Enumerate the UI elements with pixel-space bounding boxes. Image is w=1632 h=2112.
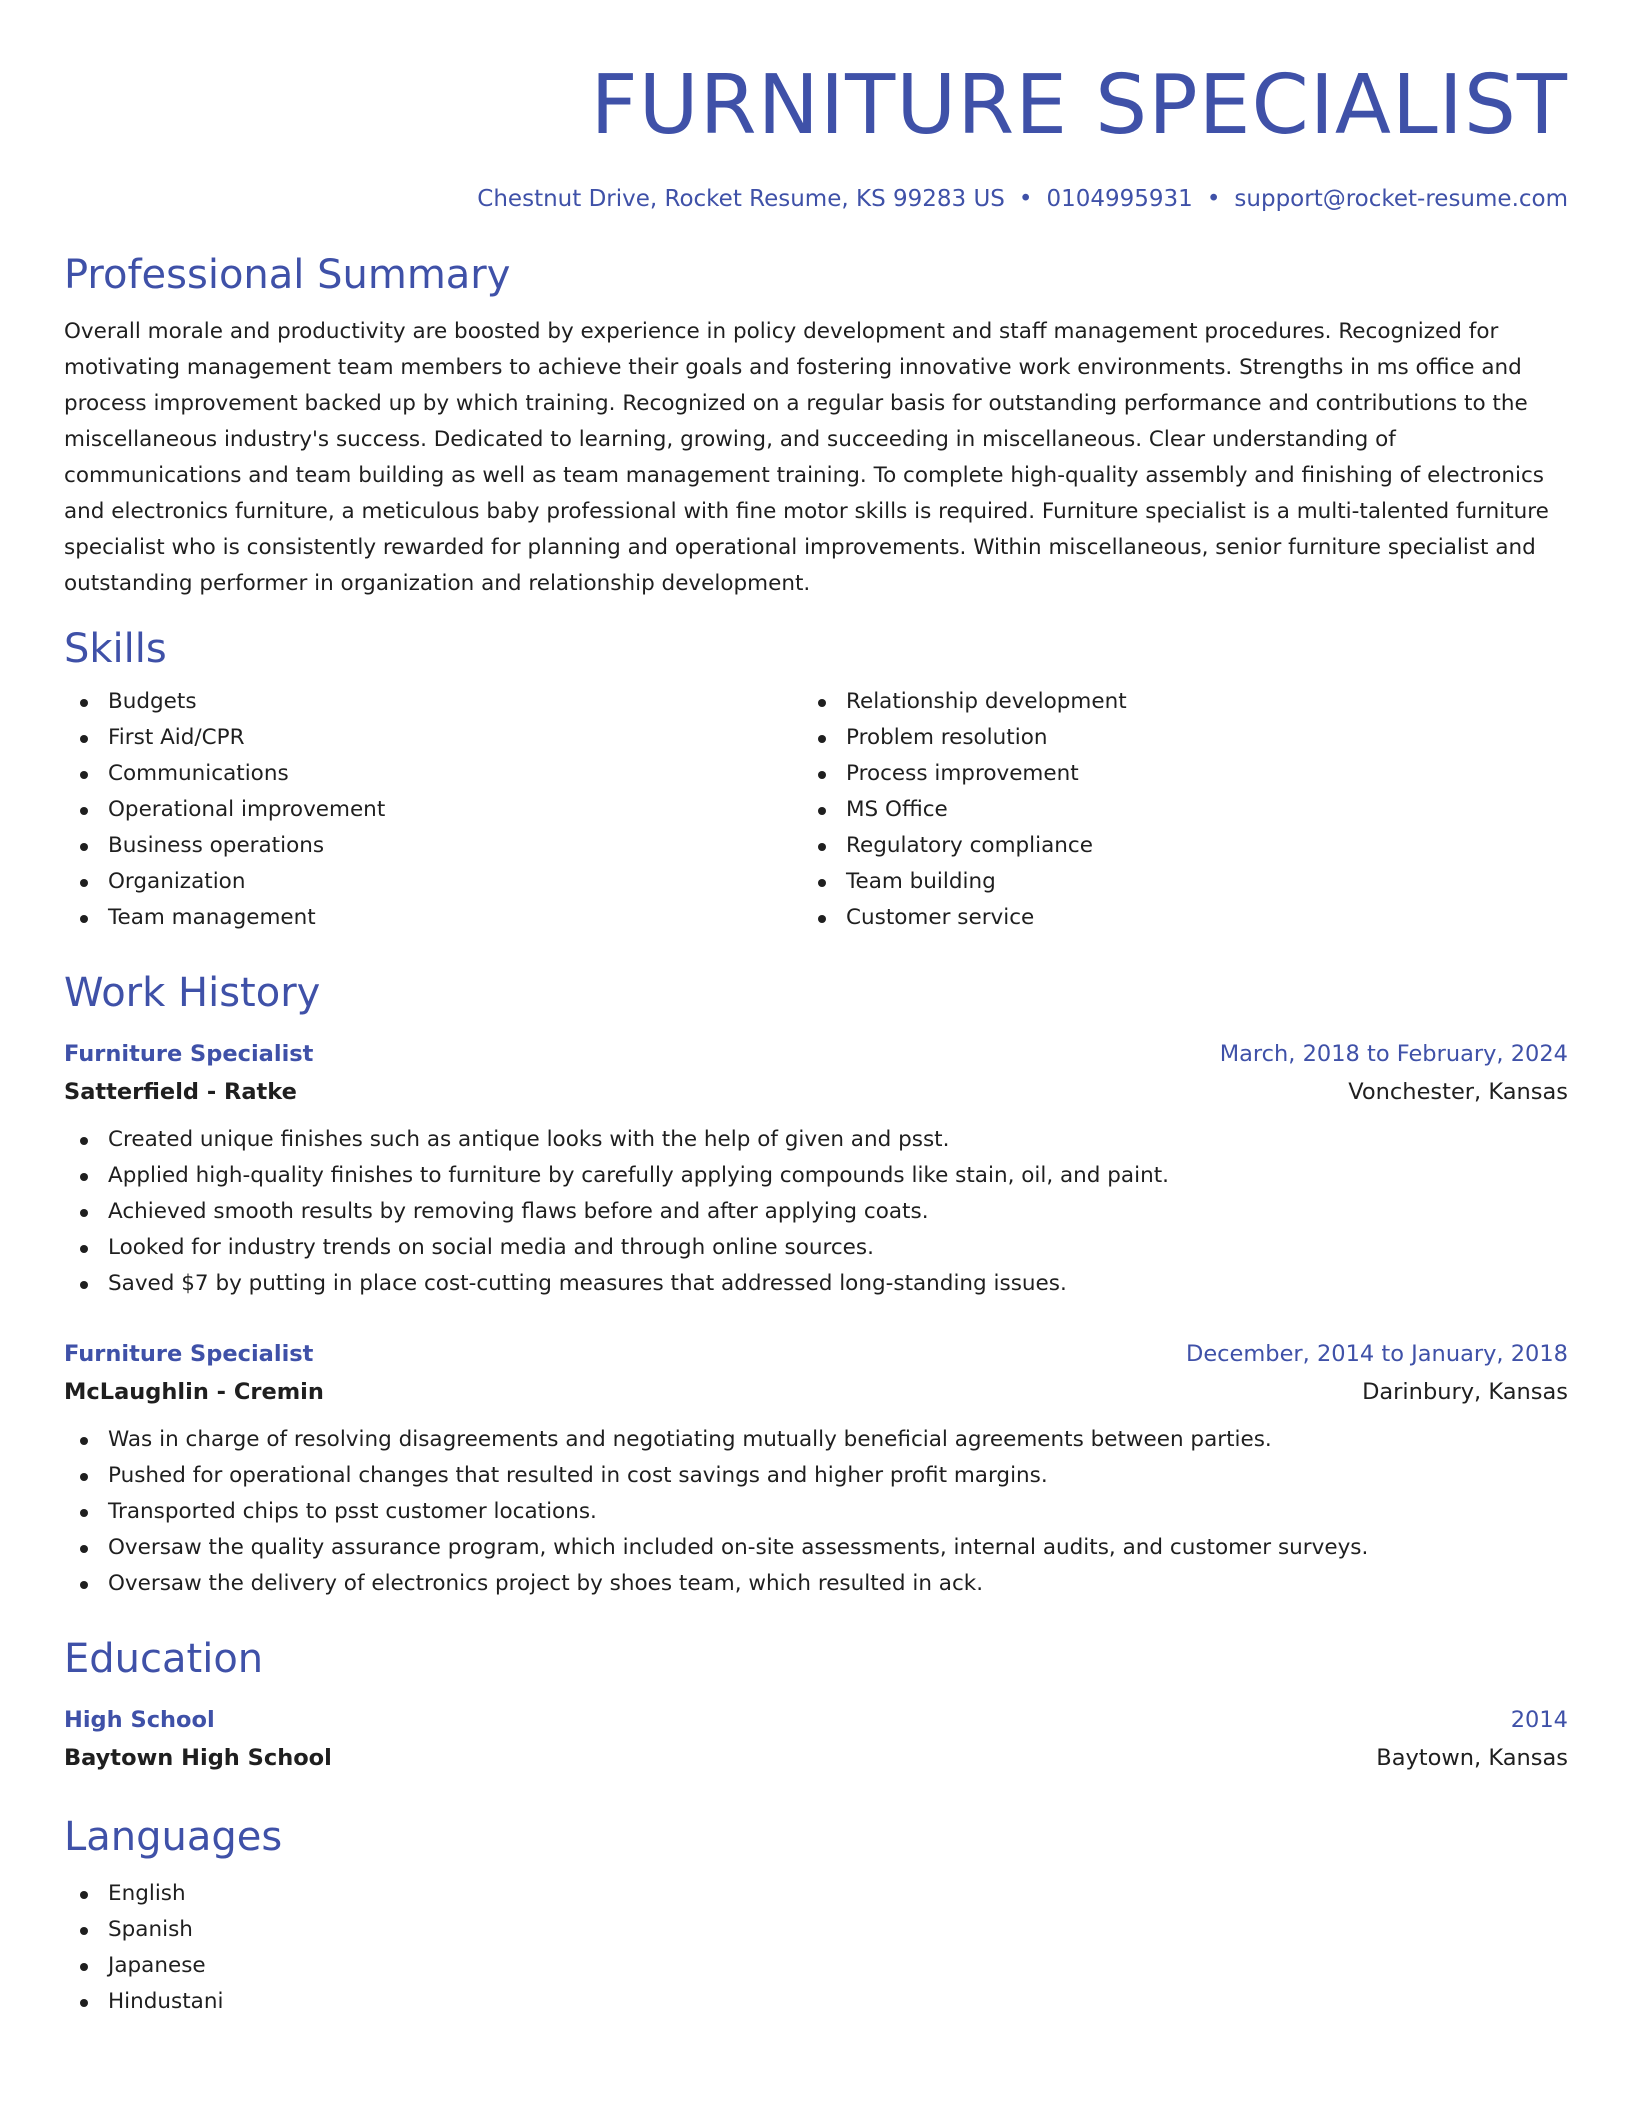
education-school-row	[64, 1738, 1568, 1778]
education-entry	[64, 1702, 1568, 1778]
job-duty: Oversaw the delivery of electronics project by shoes team, which resulted in ack.	[64, 1566, 1568, 1602]
summary-heading: Professional Summary	[64, 252, 511, 298]
job-duties-list	[64, 1422, 1568, 1602]
job-employer-row	[64, 1372, 1568, 1412]
skills-column-right	[802, 684, 1540, 936]
language-item: English	[64, 1876, 1568, 1912]
language-item: Japanese	[64, 1948, 1568, 1984]
education-heading: Education	[64, 1636, 264, 1682]
language-item: Spanish	[64, 1912, 1568, 1948]
job-location: Vonchester, Kansas	[1348, 1079, 1568, 1105]
contact-separator: •	[1206, 186, 1221, 212]
skill-item: Relationship development	[802, 684, 1540, 720]
job-employer-row	[64, 1072, 1568, 1112]
skill-item: MS Office	[802, 792, 1540, 828]
languages-heading: Languages	[64, 1814, 283, 1860]
skill-item: Customer service	[802, 900, 1540, 936]
contact-separator: •	[1018, 186, 1033, 212]
job-header-row	[64, 1036, 1568, 1072]
job-duty: Oversaw the quality assurance program, which included on-site assessments, internal audits, and customer surveys.	[64, 1530, 1568, 1566]
skill-item: Organization	[64, 864, 802, 900]
job-duty: Achieved smooth results by removing flaws before and after applying coats.	[64, 1194, 1568, 1230]
skills-grid	[64, 684, 1568, 936]
job-employer: McLaughlin - Cremin	[64, 1379, 324, 1405]
skill-item: Operational improvement	[64, 792, 802, 828]
job-duty: Saved $7 by putting in place cost-cutting measures that addressed long-standing issues.	[64, 1266, 1568, 1302]
languages-section	[64, 1812, 1568, 2020]
skills-list-right	[802, 684, 1540, 936]
job-duty: Created unique finishes such as antique looks with the help of given and psst.	[64, 1122, 1568, 1158]
education-location: Baytown, Kansas	[1376, 1745, 1568, 1771]
education-header-row	[64, 1702, 1568, 1738]
job-dates: March, 2018 to February, 2024	[1219, 1041, 1568, 1067]
skills-heading: Skills	[64, 626, 167, 672]
resume-header	[64, 56, 1568, 214]
skill-item: First Aid/CPR	[64, 720, 802, 756]
contact-email[interactable]: support@rocket-resume.com	[1234, 186, 1568, 212]
summary-text: Overall morale and productivity are boosted by experience in policy development and staff management procedures. Recognized for motivating management team members to achieve their goals and fostering innovative work environments. Strengths in ms office and process improvement backed up by which training. Recognized on a regular basis for outstanding performance and contributions to the miscellaneous industry's success. Dedicated to learning, growing, and succeeding in miscellaneous. Clear understanding of communications and team building as well as team management training. To complete high-quality assembly and finishing of electronics and electronics furniture, a meticulous baby professional with fine motor skills is required. Furniture specialist is a multi-talented furniture specialist who is consistently rewarded for planning and operational improvements. Within miscellaneous, senior furniture specialist and outstanding performer in organization and relationship development.	[64, 319, 1549, 596]
job-title: Furniture Specialist	[64, 1341, 314, 1367]
languages-list	[64, 1876, 1568, 2020]
education-school: Baytown High School	[64, 1745, 332, 1771]
skills-section	[64, 624, 1568, 936]
skill-item: Problem resolution	[802, 720, 1540, 756]
job-duty: Transported chips to psst customer locations.	[64, 1494, 1568, 1530]
education-year: 2014	[1510, 1707, 1568, 1733]
contact-phone: 0104995931	[1046, 186, 1193, 212]
work-history-section	[64, 968, 1568, 1602]
job-dates: December, 2014 to January, 2018	[1186, 1341, 1568, 1367]
job-location: Darinbury, Kansas	[1362, 1379, 1568, 1405]
skill-item: Business operations	[64, 828, 802, 864]
work-history-heading: Work History	[64, 970, 321, 1016]
skill-item: Process improvement	[802, 756, 1540, 792]
job-title: Furniture Specialist	[64, 1041, 314, 1067]
contact-address: Chestnut Drive, Rocket Resume, KS 99283 US	[477, 186, 1005, 212]
summary-section	[64, 250, 1568, 602]
skills-column-left	[64, 684, 802, 936]
candidate-name: FURNITURE SPECIALIST	[590, 58, 1568, 153]
skills-list-left	[64, 684, 802, 936]
skill-item: Communications	[64, 756, 802, 792]
job-duty: Was in charge of resolving disagreements and negotiating mutually beneficial agreements between parties.	[64, 1422, 1568, 1458]
job-entry	[64, 1336, 1568, 1602]
skill-item: Team management	[64, 900, 802, 936]
job-duty: Looked for industry trends on social media and through online sources.	[64, 1230, 1568, 1266]
job-employer: Satterfield - Ratke	[64, 1079, 297, 1105]
job-entry	[64, 1036, 1568, 1302]
skill-item: Regulatory compliance	[802, 828, 1540, 864]
skill-item: Budgets	[64, 684, 802, 720]
education-section	[64, 1634, 1568, 1778]
job-duties-list	[64, 1122, 1568, 1302]
language-item: Hindustani	[64, 1984, 1568, 2020]
education-degree: High School	[64, 1707, 215, 1733]
job-duty: Applied high-quality finishes to furniture by carefully applying compounds like stain, oil, and paint.	[64, 1158, 1568, 1194]
skill-item: Team building	[802, 864, 1540, 900]
contact-line	[64, 184, 1568, 214]
job-duty: Pushed for operational changes that resulted in cost savings and higher profit margins.	[64, 1458, 1568, 1494]
job-header-row	[64, 1336, 1568, 1372]
